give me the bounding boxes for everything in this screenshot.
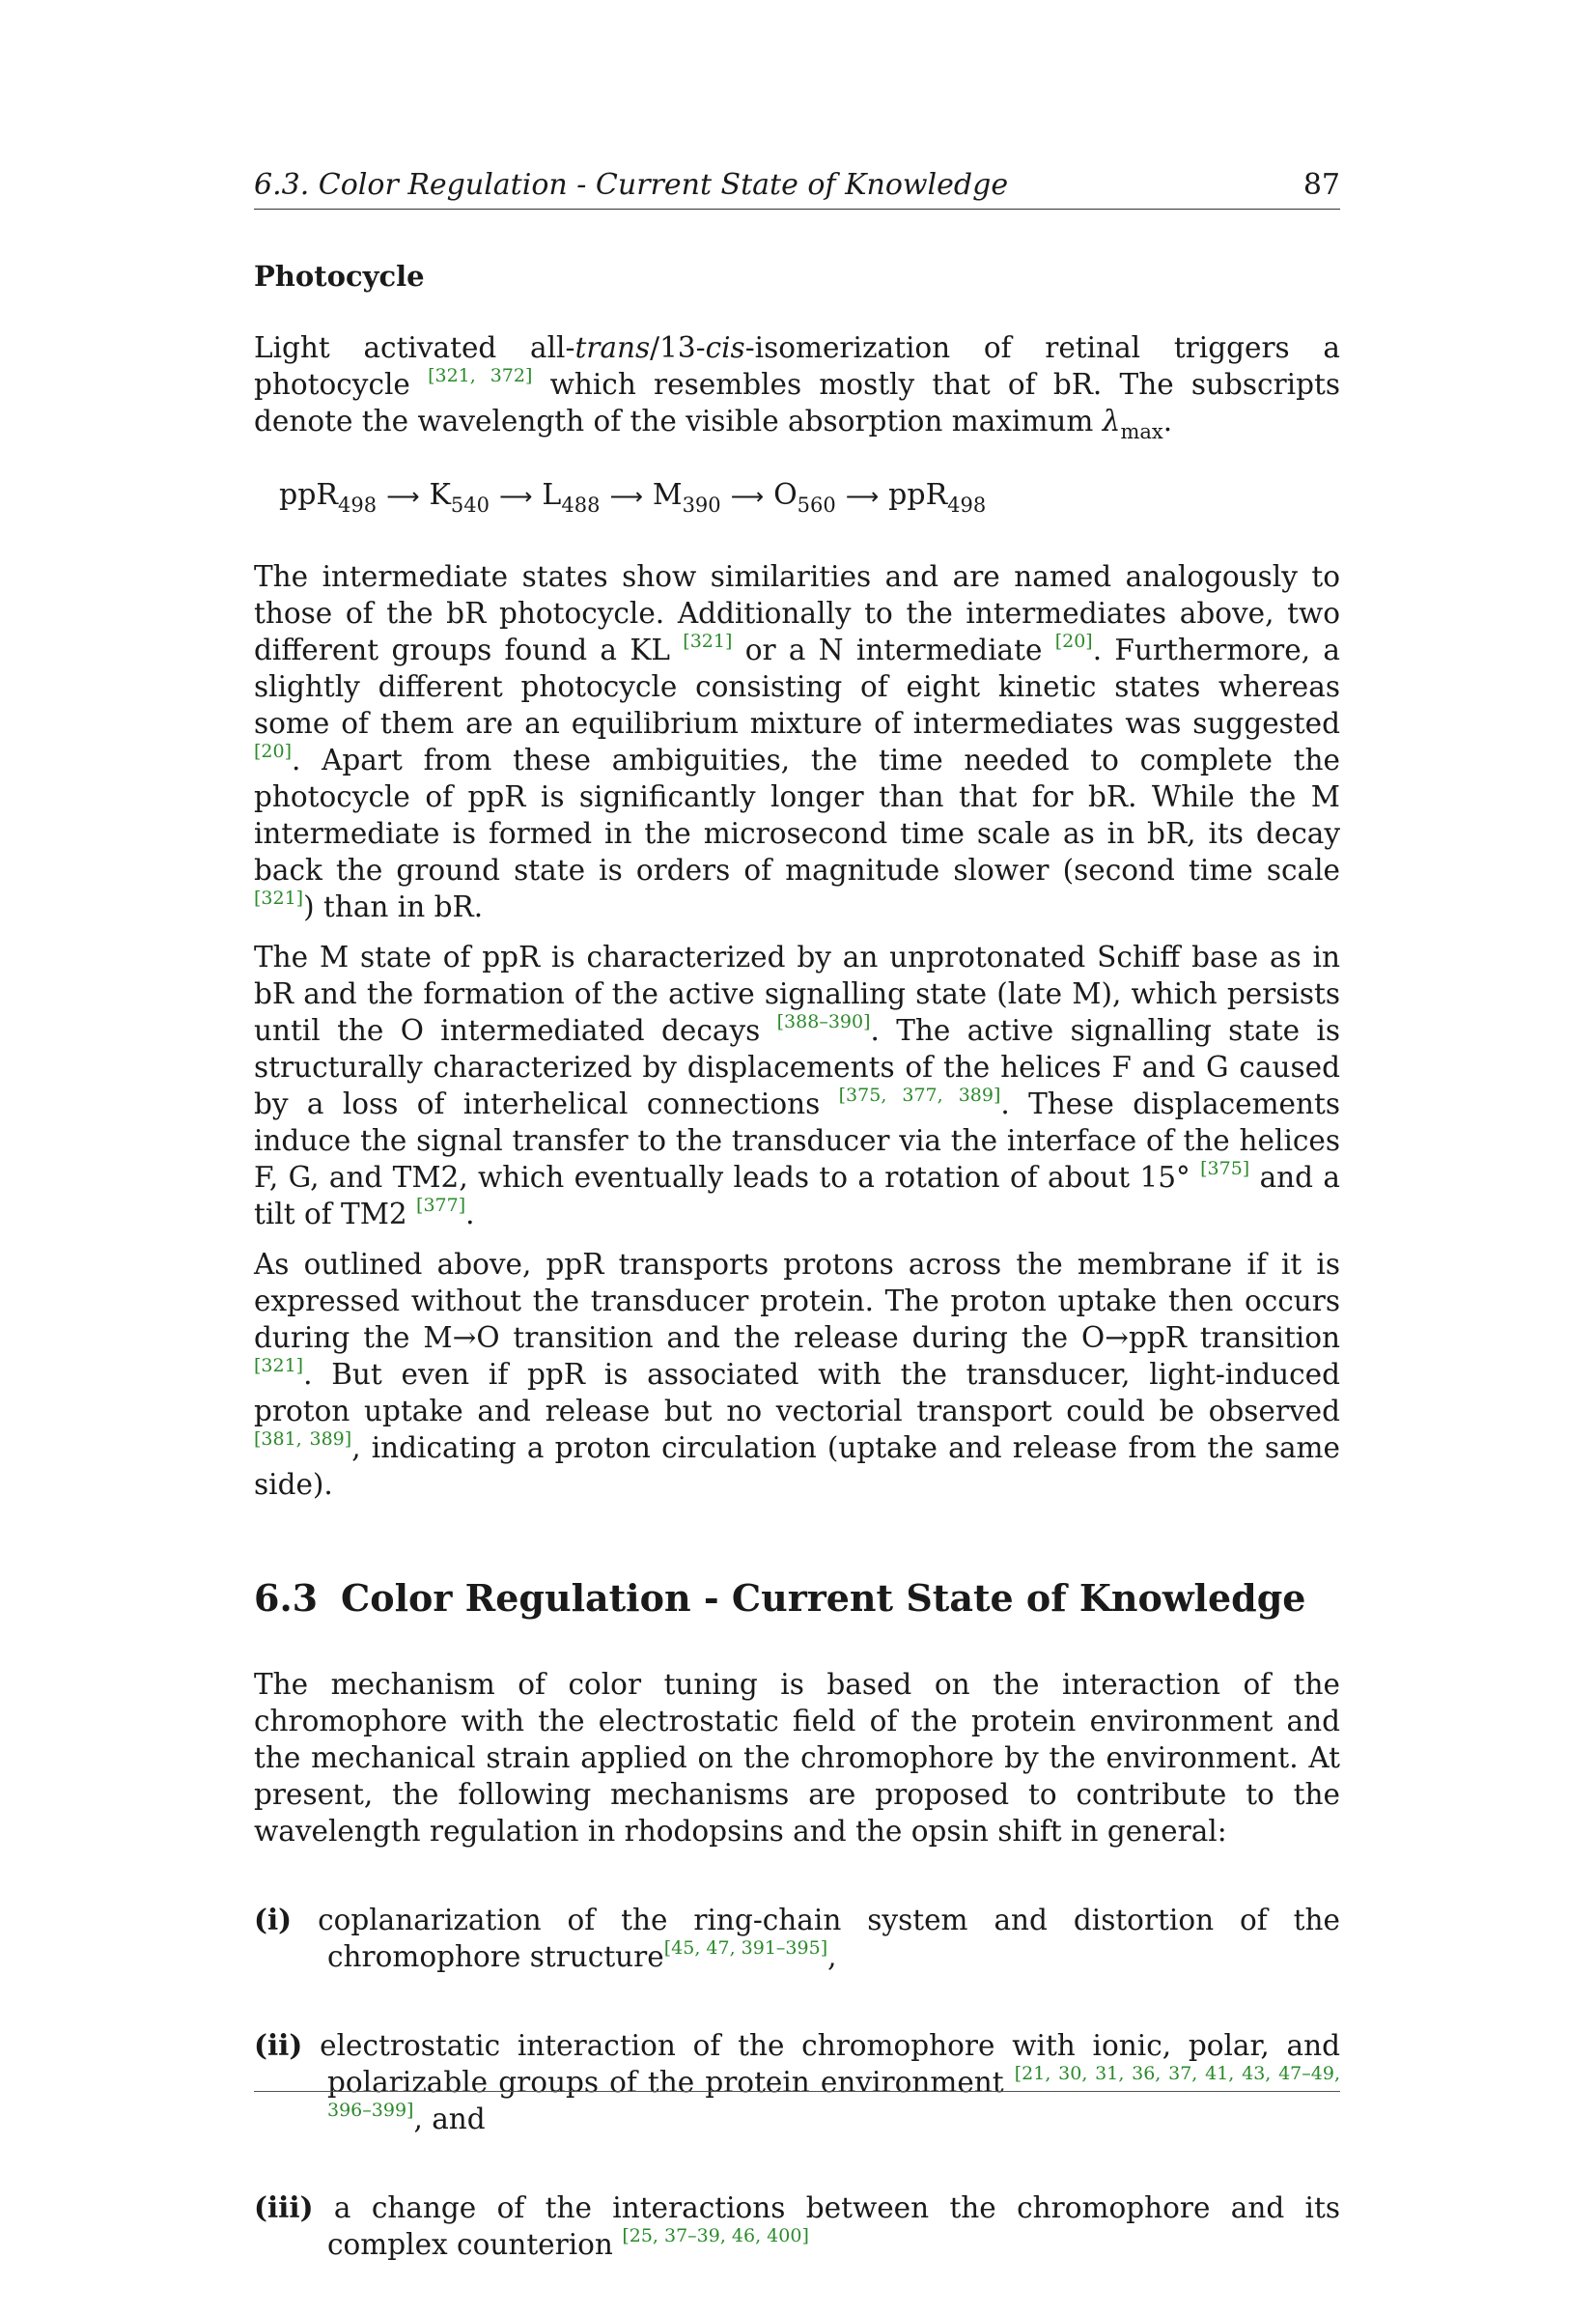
list-item: (iii) a change of the interactions between the chromophore and its complex counterion [25, 37–39, 46, 400]	[254, 2190, 1340, 2261]
citation[interactable]: [321, 372]	[428, 365, 533, 386]
section-title: Color Regulation - Current State of Knowledge	[341, 1576, 1306, 1620]
photocycle-heading: Photocycle	[254, 260, 425, 293]
citation[interactable]: [375, 377, 389]	[838, 1085, 1001, 1106]
list-item: (ii) electrostatic interaction of the chromophore with ionic, polar, and polarizable groups of the protein environment [21, 30, 31, 36, 37, 41, 43, 47–49, 396–399], and	[254, 2028, 1340, 2135]
eq-species: $K_{540}$	[429, 478, 490, 517]
citation[interactable]: [321]	[254, 1355, 304, 1376]
citation[interactable]: [21, 30, 31, 36, 37, 41, 43, 47–49, 396–399]	[327, 2063, 1340, 2121]
photocycle-equation	[279, 476, 1340, 516]
footer-rule	[254, 2091, 1340, 2092]
page-number: 87	[1302, 168, 1340, 202]
citation[interactable]: [25, 37–39, 46, 400]	[622, 2225, 809, 2246]
arrow-icon: ⟶	[386, 483, 420, 510]
running-header	[254, 164, 1340, 210]
eq-species: ppR$_{498}$	[279, 478, 378, 517]
eq-species: $L_{488}$	[542, 478, 601, 517]
citation[interactable]: [321]	[254, 888, 304, 909]
eq-species: $O_{560}$	[773, 478, 836, 517]
citation[interactable]: [321]	[683, 631, 733, 652]
citation[interactable]: [377]	[416, 1195, 466, 1216]
m-state-paragraph: The M state of ppR is characterized by an unprotonated Schiff base as in bR and the formation of the active signalling state (late M), which persists until the O intermediated decays [388–390]. The active signalling state is structurally characterized by displacements of the helices F and G caused by a loss of interhelical connections [375, 377, 389]. These displacements induce the signal transfer to the transducer via the interface of the helices F, G, and TM2, which eventually leads to a rotation of about 15° [375] and a tilt of TM2 [377].	[254, 941, 1341, 1230]
eq-species: $M_{390}$	[652, 478, 721, 517]
list-item: (i) coplanarization of the ring-chain system and distortion of the chromophore structure[45, 47, 391–395],	[254, 1903, 1340, 1973]
arrow-icon: ⟶	[499, 483, 533, 510]
arrow-icon: ⟶	[730, 483, 765, 510]
citation[interactable]: [381, 389]	[254, 1428, 352, 1450]
citation[interactable]: [388–390]	[776, 1011, 871, 1032]
citation[interactable]: [45, 47, 391–395]	[663, 1937, 828, 1959]
photocycle-intro-paragraph: Light activated all-trans/13-cis-isomerization of retinal triggers a photocycle [321, 372] which resembles mostly that of bR. The subscripts denote the wavelength of the visible absorption maximum $\lambda_{max}$.	[254, 331, 1340, 443]
eq-species: ppR$_{498}$	[888, 478, 987, 517]
section-heading	[254, 1576, 1340, 1620]
mechanism-list	[254, 1902, 1340, 2263]
running-header-title: 6.3. Color Regulation - Current State of Knowledge	[254, 168, 1009, 202]
arrow-icon: ⟶	[845, 483, 880, 510]
proton-transport-paragraph: As outlined above, ppR transports protons across the membrane if it is expressed without the transducer protein. The proton uptake then occurs during the M→O transition and the release during the O→ppR transition [321]. But even if ppR is associated with the transducer, light-induced proton uptake and release but no vectorial transport could be observed [381, 389], indicating a proton circulation (uptake and release from the same side).	[254, 1248, 1340, 1501]
section-intro-paragraph: The mechanism of color tuning is based on the interaction of the chromophore with the electrostatic field of the protein environment and the mechanical strain applied on the chromophore by the environment. At present, the following mechanisms are proposed to contribute to the wavelength regulation in rhodopsins and the opsin shift in general:	[254, 1668, 1340, 1848]
arrow-icon: ⟶	[609, 483, 643, 510]
intermediates-paragraph: The intermediate states show similarities and are named analogously to those of the bR photocycle. Additionally to the intermediates above, two different groups found a KL [321] or a N intermediate [20]. Furthermore, a slightly different photocycle consisting of eight kinetic states whereas some of them are an equilibrium mixture of intermediates was suggested [20]. Apart from these ambiguities, the time needed to complete the photocycle of ppR is significantly longer than that for bR. While the M intermediate is formed in the microsecond time scale as in bR, its decay back the ground state is orders of magnitude slower (second time scale [321]) than in bR.	[254, 560, 1340, 923]
citation[interactable]: [20]	[1054, 631, 1093, 652]
citation[interactable]: [375]	[1200, 1158, 1250, 1179]
page	[254, 164, 1340, 2315]
section-number: 6.3	[254, 1576, 319, 1620]
citation[interactable]: [20]	[254, 741, 293, 762]
